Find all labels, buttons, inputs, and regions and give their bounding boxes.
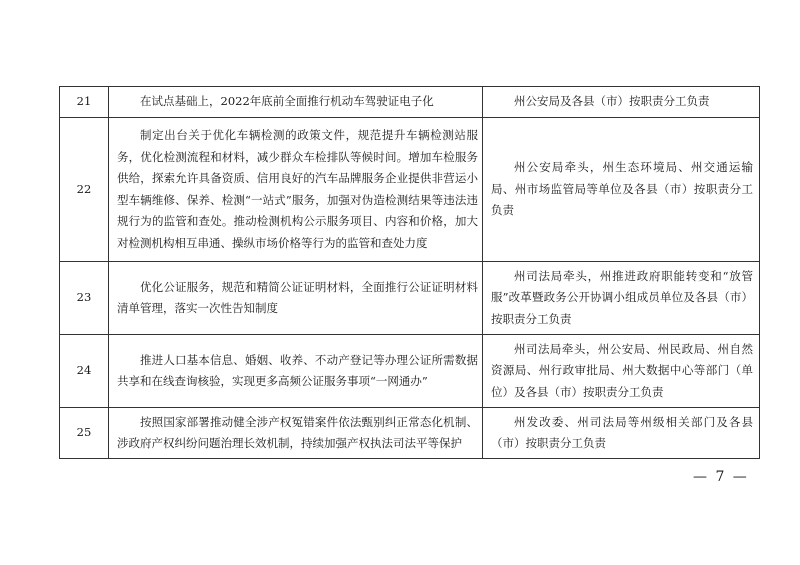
measures-table: [59, 86, 760, 459]
table-row: [60, 118, 760, 262]
row-number: 21: [60, 87, 109, 118]
measure-text: 制定出台关于优化车辆检测的政策文件，规范提升车辆检测站服务，优化检测流程和材料，减少群众车检排队等候时间。增加车检服务供给，探索允许具备资质、信用良好的汽车品牌服务企业提供非营运小型车辆维修、保养、检测“一站式”服务，加强对伪造检测结果等违法违规行为的监管和查处。推动检测机构公示服务项目、内容和价格，加大对检测机构相互串通、操纵市场价格等行为的监管和查处力度: [117, 128, 478, 250]
row-number: 24: [60, 335, 109, 408]
measure-text: 在试点基础上，2022年底前全面推行机动车驾驶证电子化: [140, 94, 434, 109]
department-cell: [483, 335, 760, 408]
row-number: 23: [60, 262, 109, 335]
department-cell: [483, 262, 760, 335]
department-text: 州公安局牵头，州生态环境局、州交通运输局、州市场监管局等单位及各县（市）按职责分工负责: [491, 160, 753, 218]
table-row: [60, 408, 760, 459]
page-number: — 7 —: [693, 469, 749, 485]
table-row: [60, 87, 760, 118]
measure-cell: [109, 87, 483, 118]
measure-cell: [109, 408, 483, 459]
measure-cell: [109, 118, 483, 262]
measure-cell: [109, 262, 483, 335]
department-cell: [483, 118, 760, 262]
table-row: [60, 262, 760, 335]
measure-text: 按照国家部署推动健全涉产权冤错案件依法甄别纠正常态化机制、涉政府产权纠纷问题治理长效机制，持续加强产权执法司法平等保护: [117, 414, 478, 450]
measure-text: 推进人口基本信息、婚姻、收养、不动产登记等办理公证所需数据共享和在线查询核验，实现更多高频公证服务事项“一网通办”: [117, 352, 478, 388]
measure-cell: [109, 335, 483, 408]
department-text: 州司法局牵头，州公安局、州民政局、州自然资源局、州行政审批局、州大数据中心等部门（单位）及各县（市）按职责分工负责: [491, 341, 753, 399]
table-row: [60, 335, 760, 408]
department-text: 州公安局及各县（市）按职责分工负责: [514, 94, 710, 109]
department-text: 州发改委、州司法局等州级相关部门及各县（市）按职责分工负责: [491, 414, 753, 450]
department-cell: [483, 87, 760, 118]
department-text: 州司法局牵头，州推进政府职能转变和“放管服”改革暨政务公开协调小组成员单位及各县（市）按职责分工负责: [491, 268, 753, 326]
department-cell: [483, 408, 760, 459]
row-number: 22: [60, 118, 109, 262]
measure-text: 优化公证服务，规范和精简公证证明材料，全面推行公证证明材料清单管理，落实一次性告知制度: [117, 279, 478, 315]
row-number: 25: [60, 408, 109, 459]
